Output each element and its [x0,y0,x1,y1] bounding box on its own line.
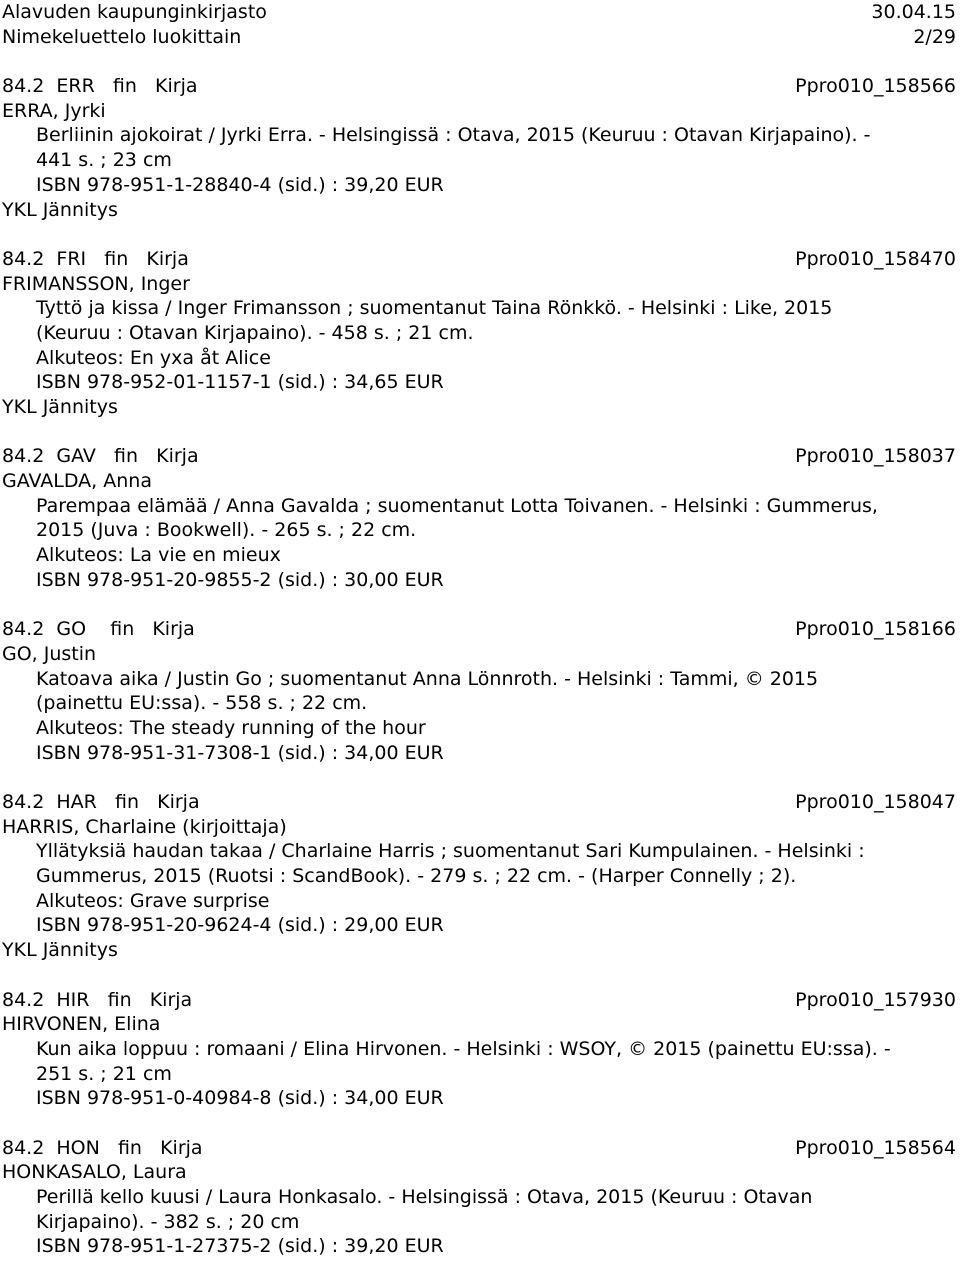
entry-id: Ppro010_158037 [795,445,956,468]
entry-description-line: Perillä kello kuusi / Laura Honkasalo. - Helsingissä : Otava, 2015 (Keuruu : Otavan [36,1186,813,1208]
entry-description-line: Kirjapaino). - 382 s. ; 20 cm [36,1210,300,1233]
entry-classification: 84.2 HON fin Kirja [2,1136,203,1159]
entry-id: Ppro010_157930 [795,988,956,1011]
entry-genre: YKL Jännitys [2,198,118,221]
entry-id: Ppro010_158566 [795,75,956,98]
entry-header [2,617,956,642]
entry-description-line: ISBN 978-951-1-27375-2 (sid.) : 39,20 EUR [36,1235,444,1258]
entry-description-line: Alkuteos: En yxa åt Alice [36,346,271,369]
entry-description-line: ISBN 978-951-20-9855-2 (sid.) : 30,00 EUR [36,568,444,591]
catalog-entry [2,988,956,1111]
entry-classification: 84.2 HAR fin Kirja [2,791,200,813]
entry-description-line: ISBN 978-951-31-7308-1 (sid.) : 34,00 EUR [36,741,444,764]
entry-header [2,247,956,272]
entry-description-line: ISBN 978-951-20-9624-4 (sid.) : 29,00 EUR [36,914,444,937]
entry-description-line: Alkuteos: La vie en mieux [36,544,281,567]
entry-genre: YKL Jännitys [2,939,118,962]
entry-id: Ppro010_158470 [795,247,956,270]
entry-header [2,988,956,1013]
entry-header [2,1136,956,1161]
entry-classification: 84.2 HIR fin Kirja [2,988,193,1011]
entry-id: Ppro010_158047 [795,791,956,813]
entry-description-line: Yllätyksiä haudan takaa / Charlaine Harris ; suomentanut Sari Kumpulainen. - Helsinki : [36,840,865,863]
entry-author: HIRVONEN, Elina [2,1013,161,1036]
entry-description-line: Parempaa elämää / Anna Gavalda ; suomentanut Lotta Toivanen. - Helsinki : Gummerus, [36,494,878,517]
entry-description-line: Berliinin ajokoirat / Jyrki Erra. - Helsingissä : Otava, 2015 (Keuruu : Otavan Kirjapaino). - [36,124,871,147]
entry-description-line: 251 s. ; 21 cm [36,1062,172,1085]
entry-list [2,74,956,1259]
entry-author: GAVALDA, Anna [2,470,152,493]
entry-description-line: Alkuteos: Grave surprise [36,889,270,912]
catalog-entry [2,790,956,963]
entry-description-line: 2015 (Juva : Bookwell). - 265 s. ; 22 cm. [36,519,417,542]
entry-author: ERRA, Jyrki [2,99,106,122]
entry-classification: 84.2 GO fin Kirja [2,618,195,641]
catalog-entry [2,247,956,420]
entry-genre: YKL Jännitys [2,396,118,418]
entry-description-line: Kun aika loppuu : romaani / Elina Hirvonen. - Helsinki : WSOY, © 2015 (painettu EU:ssa). - [36,1037,891,1060]
report-title: Nimekeluettelo luokittain [2,25,242,48]
entry-description-line: (Keuruu : Otavan Kirjapaino). - 458 s. ; 21 cm. [36,321,474,344]
entry-id: Ppro010_158564 [795,1136,956,1159]
report-date: 30.04.15 [871,1,956,23]
entry-description-line: ISBN 978-951-1-28840-4 (sid.) : 39,20 EUR [36,173,444,196]
entry-description-line: Alkuteos: The steady running of the hour [36,716,426,739]
entry-classification: 84.2 GAV fin Kirja [2,445,199,468]
entry-header [2,74,956,99]
page-number: 2/29 [913,25,956,48]
catalog-entry [2,617,956,765]
catalog-entry [2,1136,956,1259]
entry-description-line: ISBN 978-952-01-1157-1 (sid.) : 34,65 EUR [36,371,444,394]
entry-author: HONKASALO, Laura [2,1161,187,1184]
entry-author: HARRIS, Charlaine (kirjoittaja) [2,815,287,838]
entry-description-line: Tyttö ja kissa / Inger Frimansson ; suomentanut Taina Rönkkö. - Helsinki : Like, 2015 [36,297,833,320]
entry-header [2,444,956,469]
entry-description-line: 441 s. ; 23 cm [36,149,172,172]
entry-description-line: Gummerus, 2015 (Ruotsi : ScandBook). - 279 s. ; 22 cm. - (Harper Connelly ; 2). [36,865,797,888]
entry-header [2,790,956,815]
entry-classification: 84.2 ERR fin Kirja [2,75,198,98]
page-header [2,0,956,49]
entry-id: Ppro010_158166 [795,618,956,641]
entry-description-line: Katoava aika / Justin Go ; suomentanut Anna Lönnroth. - Helsinki : Tammi, © 2015 [36,667,819,690]
catalog-entry [2,444,956,592]
entry-author: GO, Justin [2,642,97,665]
entry-classification: 84.2 FRI fin Kirja [2,247,189,270]
library-name: Alavuden kaupunginkirjasto [2,1,267,23]
entry-description-line: (painettu EU:ssa). - 558 s. ; 22 cm. [36,692,368,715]
catalog-entry [2,74,956,222]
entry-description-line: ISBN 978-951-0-40984-8 (sid.) : 34,00 EUR [36,1087,444,1110]
entry-author: FRIMANSSON, Inger [2,272,190,295]
